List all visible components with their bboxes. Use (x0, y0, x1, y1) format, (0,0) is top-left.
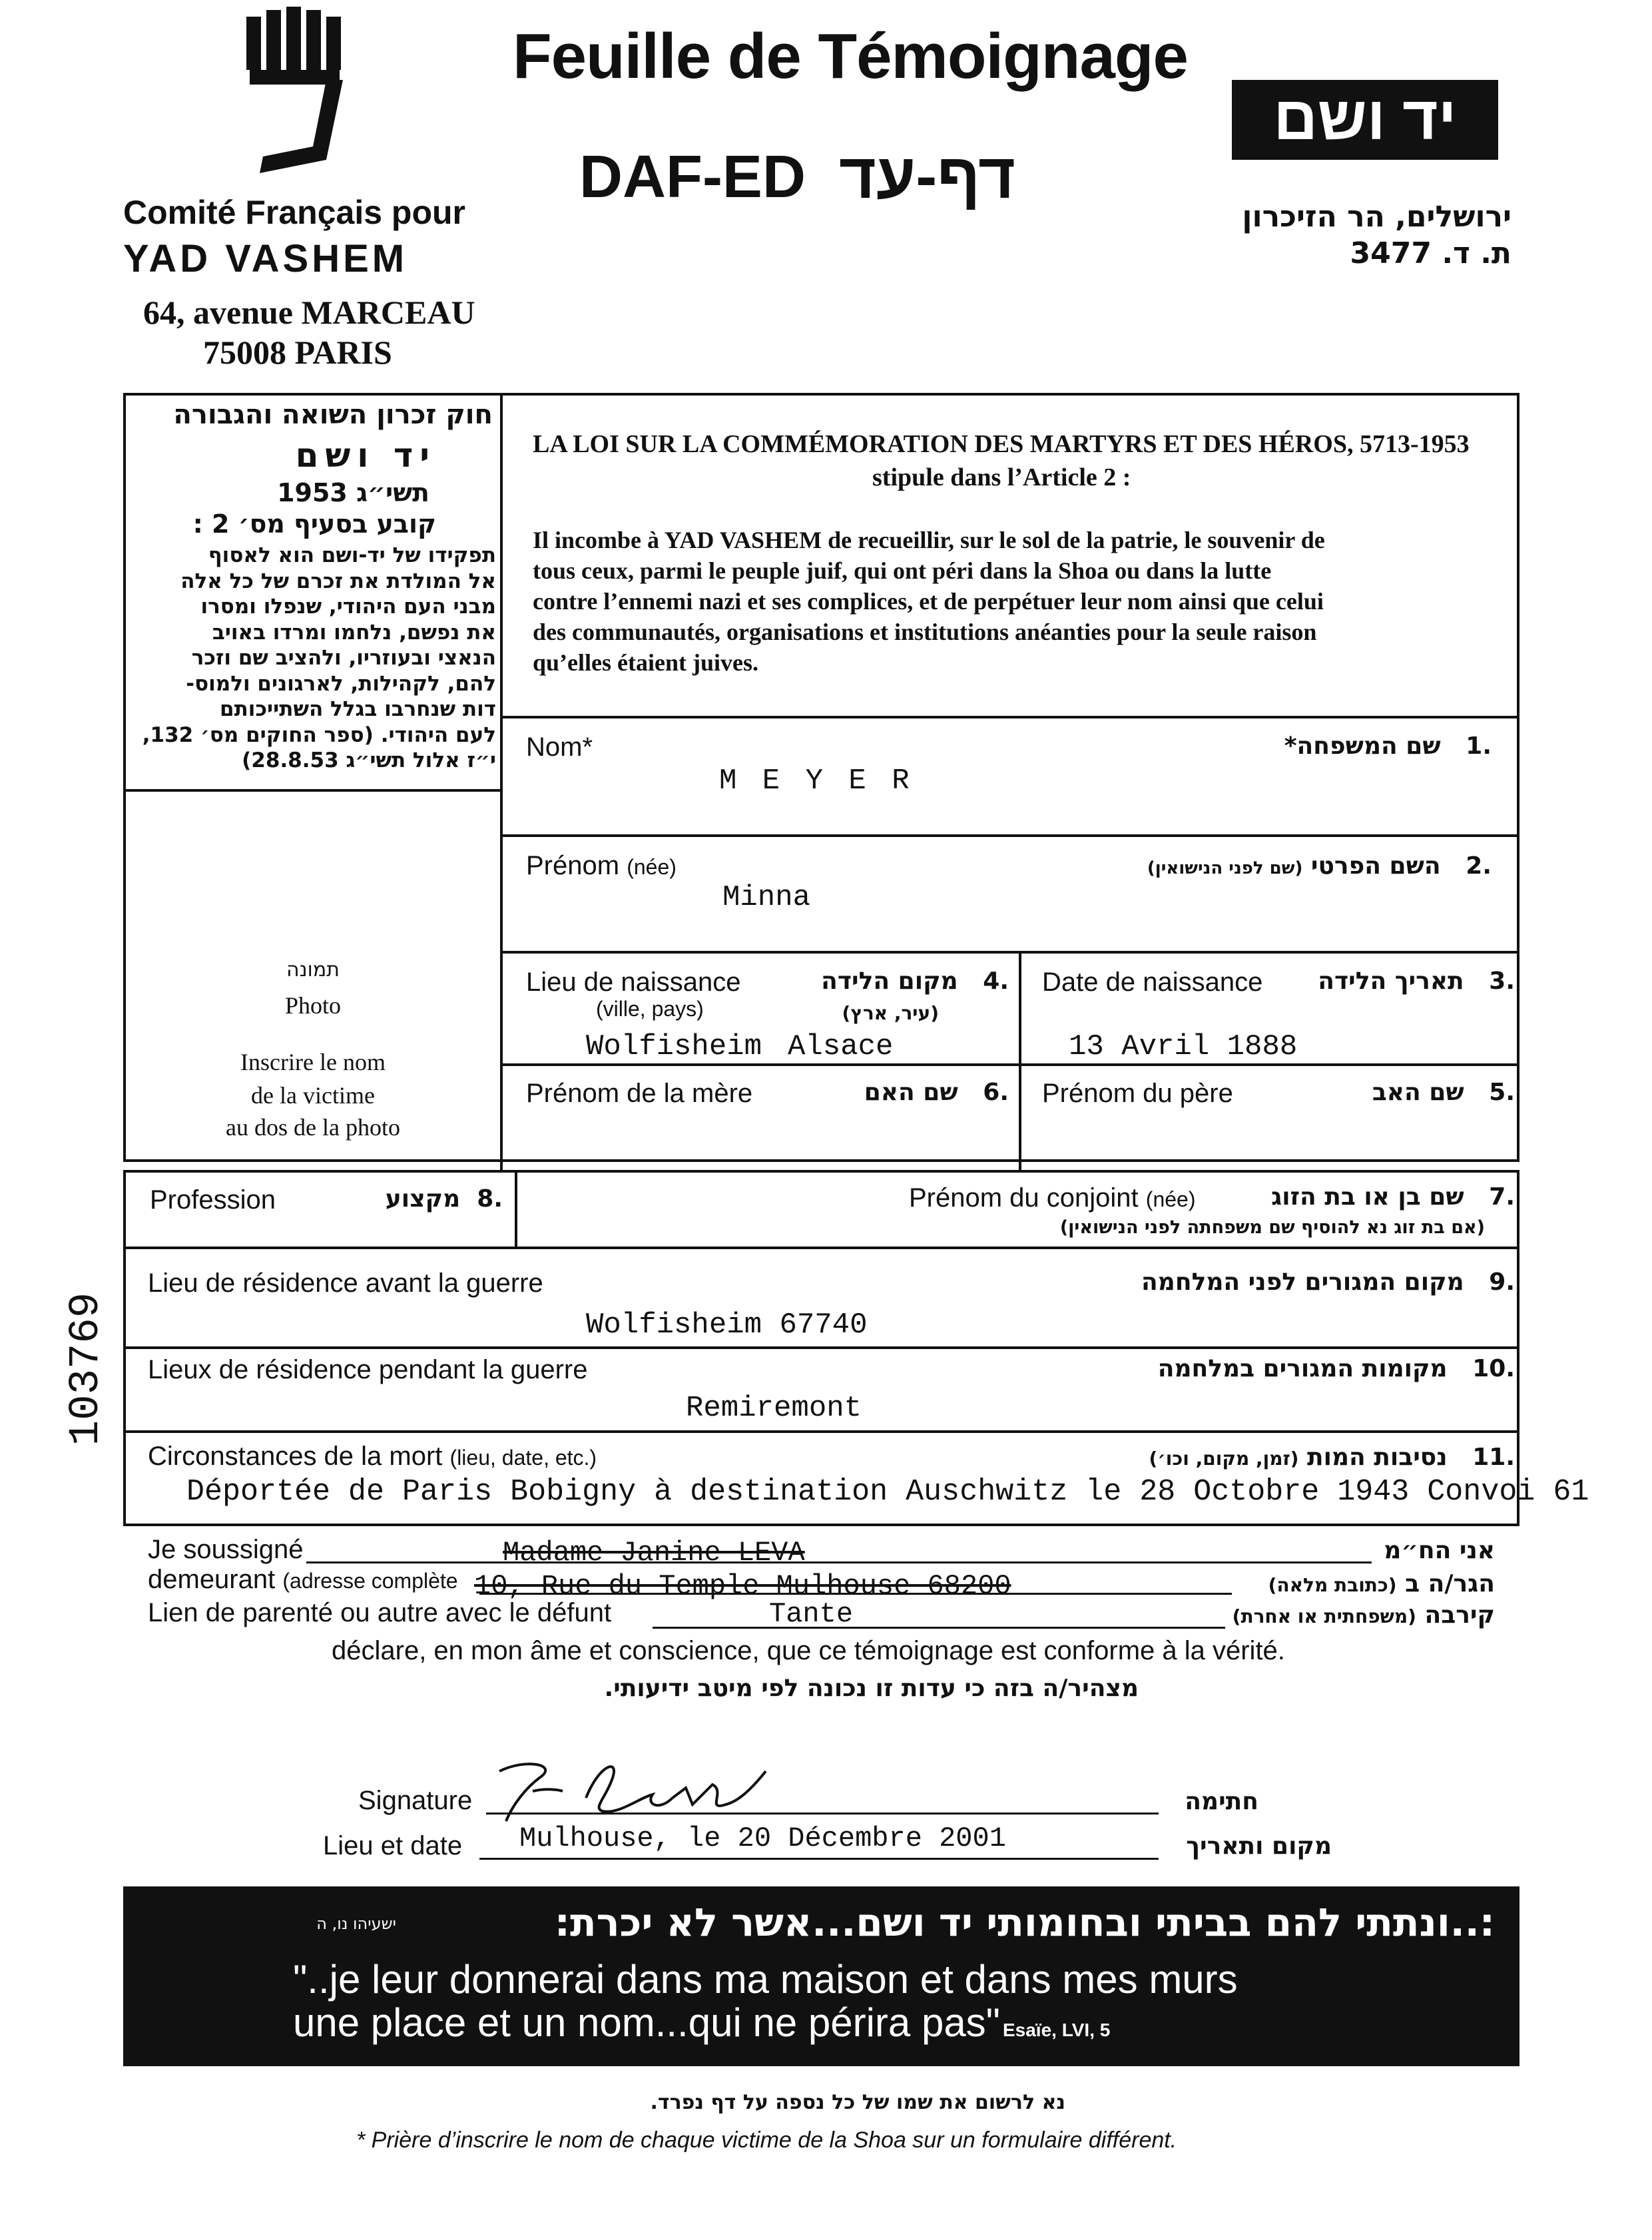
divider-prenom-lieu (500, 951, 1519, 954)
law-panel-hebrew-name: יד ושם (295, 436, 436, 475)
signature-hebrew: חתימה (1185, 1788, 1258, 1815)
soussigne-value[interactable]: Madame Janine LEVA (503, 1537, 805, 1569)
conjoint-label (909, 1183, 1195, 1213)
circonstances-hebrew (1065, 1444, 1515, 1471)
declaration-statement-hebrew: מצהיר/ה בזה כי עדות זו נכונה לפי מיטב ידיעותי. (604, 1675, 1139, 1702)
nom-value[interactable]: M E Y E R (719, 764, 914, 798)
divider-residence-pendant (123, 1346, 1519, 1349)
residence-avant-label: Lieu de résidence avant la guerre (148, 1268, 543, 1298)
signature-label: Signature (358, 1786, 473, 1815)
prenom-mere-hebrew (766, 1079, 1009, 1106)
residence-pendant-label: Lieux de résidence pendant la guerre (148, 1355, 588, 1384)
org-address-line1: 64, avenue MARCEAU (143, 294, 475, 331)
residence-avant-hebrew (932, 1268, 1515, 1296)
photo-instruction-line: de la victime (251, 1082, 375, 1109)
residence-avant-hebrew-text: מקום המגורים לפני המלחמה (1141, 1268, 1464, 1296)
law-panel-line: תפקידו של יד-ושם הוא לאסוף (208, 543, 496, 567)
nom-label-text: Nom (526, 732, 583, 762)
photo-label: Photo (284, 992, 342, 1019)
prenom-hebrew-text: השם הפרטי (1310, 852, 1441, 880)
lieu-naissance-hebrew (766, 968, 1009, 995)
demeurant-hebrew-note: (כתובת מלאה) (1268, 1574, 1397, 1596)
footer-hebrew-note: נא לרשום את שמו של כל נספה על דף נפרד. (650, 2091, 1065, 2114)
signature-scribble[interactable] (486, 1751, 786, 1824)
parente-line (653, 1627, 1225, 1629)
law-panel-line: להם, לקהילות, לארגונים ולמוס- (186, 671, 496, 696)
prenom-num: .2 (1466, 852, 1492, 880)
divider-nom-prenom (500, 834, 1519, 837)
law-body-line: tous ceux, parmi le peuple juif, qui ont péri dans la Shoa ou dans la lutte (533, 557, 1272, 584)
law-body (533, 525, 1505, 678)
daf-ed-hebrew: דף-עד (839, 140, 1015, 212)
law-panel-line: י״ז אלול תשי״ג 28.8.53) (242, 748, 496, 772)
divider-profession-conjoint (515, 1170, 517, 1247)
parente-hebrew-text: קירבה (1424, 1601, 1495, 1629)
conjoint-hebrew-text: שם בן או בת הזוג (1271, 1183, 1464, 1211)
photo-instruction-line: au dos de la photo (226, 1114, 400, 1141)
law-panel-hebrew-title: חוק זכרון השואה והגבורה (173, 400, 493, 430)
parente-hebrew (1219, 1601, 1495, 1629)
circonstances-hebrew-note: (זמן, מקום, וכו׳) (1149, 1448, 1299, 1470)
nom-star: * (582, 732, 593, 762)
law-body-line: des communautés, organisations et institutions anéanties pour la seule raison (533, 619, 1317, 645)
circonstances-note: (lieu, date, etc.) (449, 1446, 597, 1470)
date-naissance-hebrew-text: תאריך הלידה (1318, 968, 1464, 995)
prenom-hebrew-note: (שם לפני הנישואין) (1147, 858, 1303, 878)
residence-avant-num: .9 (1489, 1268, 1515, 1296)
banner-hebrew-ref: ישעיהו נו, ה (316, 1914, 396, 1933)
residence-pendant-hebrew (932, 1355, 1515, 1382)
lieu-naissance-label: Lieu de naissance (526, 968, 741, 997)
parente-value[interactable]: Tante (769, 1598, 854, 1630)
date-naissance-value[interactable]: 13 Avril 1888 (1069, 1030, 1298, 1063)
nom-hebrew-text: שם המשפחה (1296, 732, 1441, 760)
lieu-naissance-city[interactable]: Wolfisheim (586, 1030, 762, 1063)
parente-label: Lien de parenté ou autre avec le défunt (148, 1598, 612, 1627)
nom-label (526, 732, 593, 762)
lieu-date-line (479, 1858, 1159, 1860)
divider-law-nom (500, 716, 1519, 718)
conjoint-hebrew (1239, 1183, 1515, 1211)
law-panel-hebrew-body (130, 543, 496, 774)
law-title: LA LOI SUR LA COMMÉMORATION DES MARTYRS ET DES HÉROS, 5713-1953 (533, 430, 1470, 458)
law-body-line: qu’elles étaient juives. (533, 649, 758, 676)
lieu-date-value[interactable]: Mulhouse, le 20 Décembre 2001 (519, 1822, 1006, 1854)
lieu-date-label: Lieu et date (323, 1831, 463, 1860)
conjoint-label-text: Prénom du conjoint (909, 1183, 1139, 1213)
photo-panel (126, 792, 500, 1161)
conjoint-note: (née) (1145, 1187, 1196, 1211)
conjoint-num: .7 (1489, 1183, 1515, 1211)
date-naissance-label: Date de naissance (1042, 968, 1263, 997)
org-name-line1: Comité Français pour (123, 194, 465, 231)
demeurant-note: (adresse complète (282, 1569, 458, 1593)
footer-french-note: * Prière d’inscrire le nom de chaque victime de la Shoa sur un formulaire différent. (356, 2127, 1177, 2153)
residence-pendant-num: .10 (1472, 1355, 1515, 1382)
lieu-naissance-region[interactable]: Alsace (788, 1030, 894, 1063)
law-body-line: contre l’ennemi nazi et ses complices, et de perpétuer leur nom ainsi que celui (533, 588, 1324, 615)
law-panel-hebrew-clause: קובע בסעיף מס׳ 2 : (192, 509, 436, 539)
prenom-mere-label: Prénom de la mère (526, 1079, 753, 1108)
parente-hebrew-note: (משפחתית או אחרת) (1232, 1605, 1416, 1627)
yad-vashem-emblem-logo (233, 7, 366, 180)
prenom-label-text: Prénom (526, 851, 620, 880)
soussigne-hebrew: אני הח״מ (1384, 1537, 1495, 1564)
law-panel-line: דות שנחרבו בגלל השתייכותם (220, 697, 496, 721)
demeurant-hebrew-text: הגר/ה ב (1405, 1570, 1495, 1597)
nom-hebrew: .1 שם המשפחה* (1284, 732, 1492, 760)
profession-label: Profession (150, 1185, 276, 1215)
margin-number (20, 1232, 153, 1498)
residence-avant-value[interactable]: Wolfisheim 67740 (586, 1308, 868, 1342)
law-panel-line: מבני העם היהודי, שנפלו ומסרו (200, 595, 496, 619)
banner-french-line1: "..je leur donnerai dans ma maison et dans mes murs (293, 1957, 1238, 2002)
prenom-label (526, 851, 677, 881)
demeurant-value[interactable]: 10, Rue du Temple Mulhouse 68200 (474, 1570, 1011, 1602)
daf-ed-latin: DAF-ED (579, 144, 806, 210)
circonstances-hebrew-text: נסיבות המות (1307, 1444, 1448, 1471)
prenom-note: (née) (627, 855, 677, 879)
demeurant-label-text: demeurant (148, 1565, 276, 1594)
law-panel-line: את נפשם, נלחמו ומרדו באויב (212, 620, 496, 645)
soussigne-line (306, 1561, 1372, 1563)
banner-french-line2-row (293, 2000, 1110, 2046)
residence-pendant-hebrew-text: מקומות המגורים במלחמה (1157, 1355, 1448, 1382)
law-panel-line: לעם היהודי. (ספר החוקים מס׳ 132, (142, 722, 496, 747)
divider-conjoint-residence (123, 1247, 1519, 1249)
prenom-pere-label: Prénom du père (1042, 1079, 1233, 1108)
prenom-hebrew (1025, 852, 1492, 880)
org-name-line2: YAD VASHEM (123, 237, 408, 280)
divider-lieu-date (1019, 951, 1021, 1171)
residence-pendant-value[interactable]: Remiremont (686, 1392, 862, 1425)
circonstances-label (148, 1442, 597, 1472)
quote-banner (123, 1886, 1519, 2066)
law-body-line: Il incombe à YAD VASHEM de recueillir, sur le sol de la patrie, le souvenir de (533, 527, 1325, 553)
demeurant-label (148, 1565, 458, 1595)
po-box: ת. ד. 3477 (1350, 236, 1512, 270)
prenom-mere-hebrew-text: שם האם (864, 1079, 958, 1106)
lieu-date-hebrew: מקום ותאריך (1186, 1832, 1332, 1860)
date-naissance-hebrew (1265, 968, 1515, 995)
prenom-pere-hebrew (1265, 1079, 1515, 1106)
left-column-divider (500, 393, 503, 1172)
form-title: Feuille de Témoignage (513, 21, 1188, 92)
prenom-value[interactable]: Minna (722, 881, 811, 914)
declaration-statement: déclare, en mon âme et conscience, que ce témoignage est conforme à la vérité. (332, 1636, 1285, 1665)
profession-num: .8 (477, 1185, 503, 1213)
conjoint-hebrew-note: (אם בת זוג נא להוסיף שם משפחתה לפני הנישואין) (1059, 1217, 1485, 1238)
law-subtitle: stipule dans l’Article 2 : (872, 463, 1131, 491)
law-panel-hebrew-year: תשי״ג 1953 (277, 478, 429, 507)
prenom-pere-hebrew-text: שם האב (1372, 1079, 1464, 1106)
divider-birth-parents (500, 1063, 1519, 1066)
circonstances-num: .11 (1472, 1444, 1515, 1471)
demeurant-hebrew (1239, 1570, 1495, 1597)
margin-number-text: 103769 (63, 1292, 111, 1446)
circonstances-value[interactable]: Déportée de Paris Bobigny à destination Auschwitz le 28 Octobre 1943 Convoi 61 (186, 1475, 1589, 1509)
lieu-naissance-note: (ville, pays) (596, 997, 704, 1021)
photo-instruction-line: Inscrire le nom (240, 1049, 386, 1075)
profession-hebrew (333, 1185, 503, 1213)
lieu-naissance-num: .4 (983, 968, 1009, 995)
lieu-naissance-hebrew-text: מקום הלידה (821, 968, 958, 995)
banner-hebrew: :..ונתתי להם בביתי ובחומותי יד ושם...אשר לא יכרת: (554, 1900, 1495, 1945)
circonstances-label-text: Circonstances de la mort (148, 1442, 443, 1471)
jerusalem-line: ירושלים, הר הזיכרון (1242, 200, 1512, 234)
photo-hebrew-label: תמונה (286, 958, 340, 981)
divider-pendant-circonstances (123, 1430, 1519, 1433)
lieu-naissance-hebrew-note: (עיר, ארץ) (842, 1002, 939, 1024)
prenom-pere-num: .5 (1489, 1079, 1515, 1106)
banner-french-line2: une place et un nom...qui ne périra pas" (293, 2000, 1000, 2045)
law-panel-line: הנאצי ובעוזריו, ולהציב שם וזכר (191, 646, 496, 670)
banner-french-ref: Esaïe, LVI, 5 (1002, 2020, 1111, 2040)
prenom-mere-num: .6 (983, 1079, 1009, 1106)
logo-hebrew-text: יד ושם (1273, 85, 1457, 152)
date-naissance-num: .3 (1489, 968, 1515, 995)
yad-vashem-logo-box (1232, 80, 1498, 160)
nom-num: .1 (1466, 732, 1492, 760)
soussigne-label: Je soussigné (148, 1535, 304, 1564)
org-address-line2: 75008 PARIS (203, 334, 392, 371)
law-panel-line: אל המולדת את זכרם של כל אלה (180, 569, 496, 593)
profession-hebrew-text: מקצוע (385, 1185, 461, 1213)
